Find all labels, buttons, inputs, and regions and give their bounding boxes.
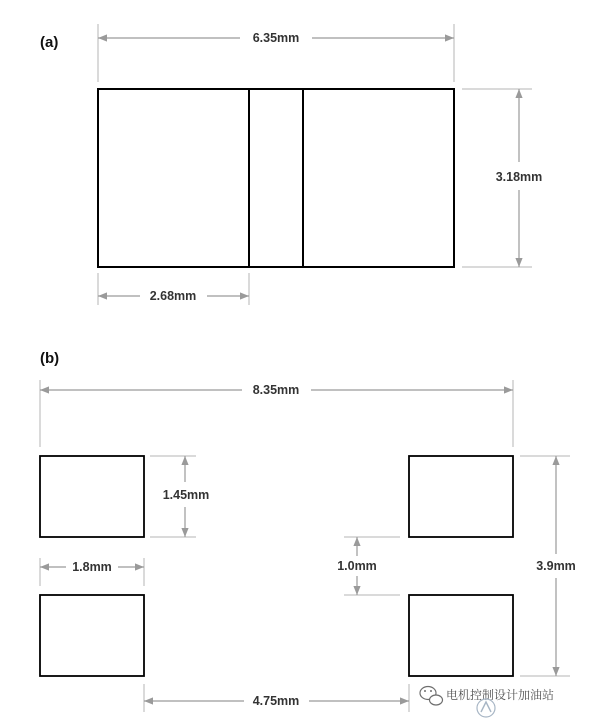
watermark: [420, 687, 554, 718]
watermark-text: 电机控制设计加油站: [446, 688, 555, 702]
pad-bottom-right: [409, 595, 513, 676]
dim-b-gap-label: 1.0mm: [337, 559, 377, 573]
wechat-icon: [420, 687, 443, 706]
dim-a-width-label: 6.35mm: [252, 31, 300, 45]
dim-a-pad-label: 2.68mm: [149, 289, 197, 303]
dim-a-width: [98, 24, 454, 82]
dim-b-total-width: [40, 380, 513, 447]
dim-b-inner-spacing-label: 4.75mm: [252, 694, 300, 708]
resistor-body: [98, 89, 454, 267]
pad-top-right: [409, 456, 513, 537]
dim-a-height: [462, 89, 542, 267]
dim-a-pad: [98, 273, 249, 305]
brand-logo-icon: [477, 699, 495, 717]
dim-a-height-label: 3.18mm: [495, 170, 543, 184]
dim-b-gap: [337, 537, 400, 595]
dim-b-total-width-label: 8.35mm: [252, 383, 300, 397]
dim-b-pad-height-label: 1.45mm: [162, 488, 210, 502]
panel-b-label: (b): [40, 350, 60, 367]
panel-a-label: (a): [40, 34, 59, 51]
dim-b-pad-height: [150, 456, 209, 537]
dim-b-total-height: [520, 456, 576, 676]
dim-b-inner-spacing: [144, 684, 409, 712]
dim-b-pad-width: [40, 558, 144, 586]
dim-b-pad-width-label: 1.8mm: [72, 560, 112, 574]
pad-top-left: [40, 456, 144, 537]
pad-bottom-left: [40, 595, 144, 676]
dim-b-total-height-label: 3.9mm: [536, 559, 576, 573]
